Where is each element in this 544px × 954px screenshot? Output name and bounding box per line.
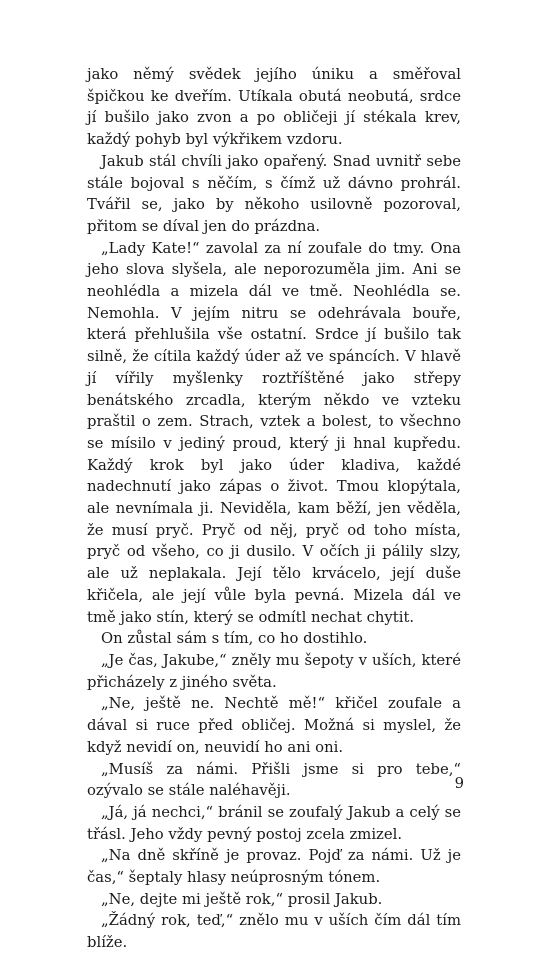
body-text: [87, 64, 461, 954]
paragraph: On zůstal sám s tím, co ho dostihlo.: [101, 630, 368, 648]
page-number: 9: [454, 775, 464, 792]
paragraph: „Musíš za námi. Přišli jsme si pro tebe,“ ozývalo se stále naléhavěji.: [87, 760, 461, 800]
paragraph: „Je čas, Jakube,“ zněly mu šepoty v uších, které přicházely z jiného světa.: [87, 651, 461, 691]
paragraph: „Já, já nechci,“ bránil se zoufalý Jakub a celý se třásl. Jeho vždy pevný postoj zcela zmizel.: [87, 803, 461, 843]
paragraph: „Ne, ještě ne. Nechtě mě!“ křičel zoufale a dával si ruce před obličej. Možná si myslel, že když nevidí on, neuvidí ho ani oni.: [87, 695, 461, 756]
paragraph: Jakub stál chvíli jako opařený. Snad uvnitř sebe stále bojoval s něčím, s čímž už dávno prohrál. Tvářil se, jako by někoho usilovně pozoroval, přitom se díval jen do prázdna.: [87, 152, 461, 235]
paragraph: „Lady Kate!“ zavolal za ní zoufale do tmy. Ona jeho slova slyšela, ale neporozuměla jim. Ani se neohlédla a mizela dál ve tmě. Neohlédla se. Nemohla. V jejím nitru se odehrávala bouře, která přehlušila vše ostatní. Srdce jí bušilo tak silně, že cítila každý úder až ve spáncích. V hlavě jí vířily myšlenky roztříštěné jako střepy benátského zrcadla, kterým někdo ve vzteku praštil o zem. Strach, vztek a bolest, to všechno se mísilo v jediný proud, který ji hnal kupředu. Každý krok byl jako úder kladiva, každé nadechnutí jako zápas o život. Tmou klopýtala, ale nevnímala ji. Neviděla, kam běží, jen věděla, že musí pryč. Pryč od něj, pryč od toho místa, pryč od všeho, co ji dusilo. V očích ji pálily slzy, ale už neplakala. Její tělo krvácelo, její duše křičela, ale její vůle byla pevná. Mizela dál ve tmě jako stín, který se odmítl nechat chytit.: [87, 239, 461, 626]
paragraph: jako němý svědek jejího úniku a směřoval špičkou ke dveřím. Utíkala obutá neobutá, srdce jí bušilo jako zvon a po obličeji jí stékala krev, každý pohyb byl výkřikem vzdoru.: [87, 66, 461, 149]
paragraph: „Na dně skříně je provaz. Pojď za námi. Už je čas,“ šeptaly hlasy neúprosným tónem.: [87, 847, 461, 887]
paragraph: „Ne, dejte mi ještě rok,“ prosil Jakub.: [101, 890, 383, 908]
paragraph: „Žádný rok, teď,“ znělo mu v uších čím dál tím blíže.: [87, 912, 461, 952]
